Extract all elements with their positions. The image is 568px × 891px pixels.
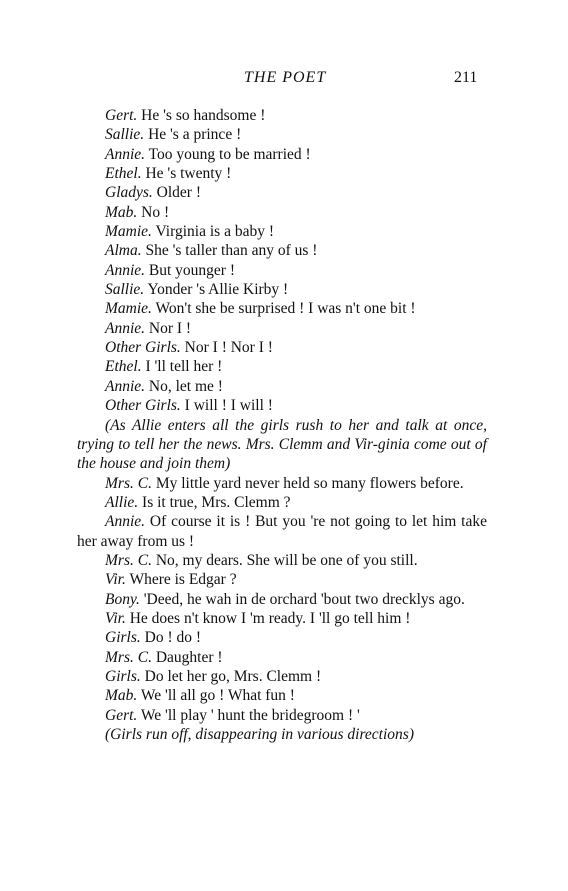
speech-text: No, let me ! (148, 377, 223, 395)
speech-text: Of course it is ! But you 're not going to let him take her away from us ! (77, 513, 487, 550)
speaker-name: Annie. (105, 261, 146, 279)
speech-text: But younger ! (148, 261, 236, 279)
speech-text: My little yard never held so many flowers before. (155, 474, 464, 492)
dialogue-line (77, 706, 487, 725)
dialogue-line (77, 512, 487, 551)
speaker-name: Sallie. (105, 126, 145, 144)
speech-text: No, my dears. She will be one of you still. (155, 551, 418, 569)
dialogue-block-1 (77, 106, 487, 416)
speech-text: Do let her go, Mrs. Clemm ! (144, 667, 322, 685)
speech-text: Nor I ! (148, 319, 192, 337)
speech-text: He does n't know I 'm ready. I 'll go tell him ! (129, 609, 411, 627)
page-number: 211 (454, 69, 478, 86)
running-title: THE POET (244, 69, 327, 86)
stage-direction-exit: (Girls run off, disappearing in various directions) (105, 726, 414, 743)
dialogue-line (77, 590, 487, 609)
dialogue-line (77, 357, 487, 376)
speech-text: Too young to be married ! (148, 145, 311, 163)
speech-text: Older ! (156, 184, 201, 202)
speaker-name: Mrs. C. (105, 551, 152, 569)
speaker-name: Annie. (105, 377, 146, 395)
speaker-name: Ethel. (105, 165, 142, 183)
dialogue-line (77, 241, 487, 260)
speaker-name: Vir. (105, 571, 126, 589)
speech-text: 'Deed, he wah in de orchard 'bout two drecklys ago. (143, 590, 465, 608)
speech-text: Is it true, Mrs. Clemm ? (142, 493, 291, 511)
speaker-name: Sallie. (105, 281, 145, 299)
speaker-name: Allie. (105, 493, 139, 511)
dialogue-line (77, 145, 487, 164)
dialogue-line (77, 203, 487, 222)
speech-text: I 'll tell her ! (145, 358, 223, 376)
dialogue-line (77, 106, 487, 125)
speaker-name: Gert. (105, 706, 138, 724)
speaker-name: Alma. (105, 242, 142, 260)
speech-text: I will ! I will ! (184, 397, 273, 415)
speaker-name: Other Girls. (105, 397, 181, 415)
dialogue-line (77, 396, 487, 415)
speech-text: Yonder 's Allie Kirby ! (147, 281, 289, 299)
speaker-name: Girls. (105, 629, 141, 647)
dialogue-line (77, 493, 487, 512)
speech-text: He 's a prince ! (148, 126, 242, 144)
speaker-name: Gladys. (105, 184, 153, 202)
speech-text: Virginia is a baby ! (155, 223, 274, 241)
speaker-name: Mab. (105, 687, 138, 705)
dialogue-line (77, 628, 487, 647)
speaker-name: Mamie. (105, 300, 152, 318)
speech-text: She 's taller than any of us ! (145, 242, 318, 260)
dialogue-line (77, 164, 487, 183)
speaker-name: Mrs. C. (105, 474, 152, 492)
speaker-name: Vir. (105, 609, 126, 627)
dialogue-block-2 (77, 474, 487, 725)
dialogue-line (77, 183, 487, 202)
speaker-name: Ethel. (105, 358, 142, 376)
speech-text: He 's twenty ! (145, 165, 232, 183)
dialogue-line (77, 648, 487, 667)
page-header (0, 69, 568, 91)
dialogue-line (77, 338, 487, 357)
speaker-name: Mab. (105, 203, 138, 221)
dialogue-line (77, 261, 487, 280)
dialogue-line (77, 319, 487, 338)
dialogue-line (77, 667, 487, 686)
stage-direction: (As Allie enters all the girls rush to her and talk at once, trying to tell her the news. Mrs. Clemm and Vir-ginia come out of the house and join them) (77, 416, 487, 473)
speaker-name: Annie. (105, 513, 146, 531)
speech-text: We 'll all go ! What fun ! (140, 687, 295, 705)
dialogue-line (77, 474, 487, 493)
speech-text: Where is Edgar ? (129, 571, 237, 589)
speech-text: He 's so handsome ! (141, 107, 266, 124)
dialogue-line (77, 609, 487, 628)
speaker-name: Gert. (105, 107, 138, 124)
speech-text: Daughter ! (155, 648, 223, 666)
speech-text: No ! (141, 203, 170, 221)
speaker-name: Mamie. (105, 223, 152, 241)
dialogue-line (77, 222, 487, 241)
dialogue-line (77, 686, 487, 705)
dialogue-line (77, 551, 487, 570)
speaker-name: Girls. (105, 667, 141, 685)
speaker-name: Annie. (105, 319, 146, 337)
speaker-name: Mrs. C. (105, 648, 152, 666)
dialogue-line (77, 377, 487, 396)
speaker-name: Bony. (105, 590, 140, 608)
speech-text: We 'll play ' hunt the bridegroom ! ' (140, 706, 360, 724)
speaker-name: Other Girls. (105, 339, 181, 357)
dialogue-line (77, 125, 487, 144)
speech-text: Nor I ! Nor I ! (184, 339, 273, 357)
dialogue-line (77, 280, 487, 299)
speech-text: Won't she be surprised ! I was n't one bit ! (155, 300, 416, 318)
dialogue-line (77, 570, 487, 589)
dialogue-line (77, 299, 487, 318)
play-text (77, 106, 487, 744)
speech-text: Do ! do ! (144, 629, 202, 647)
speaker-name: Annie. (105, 145, 146, 163)
